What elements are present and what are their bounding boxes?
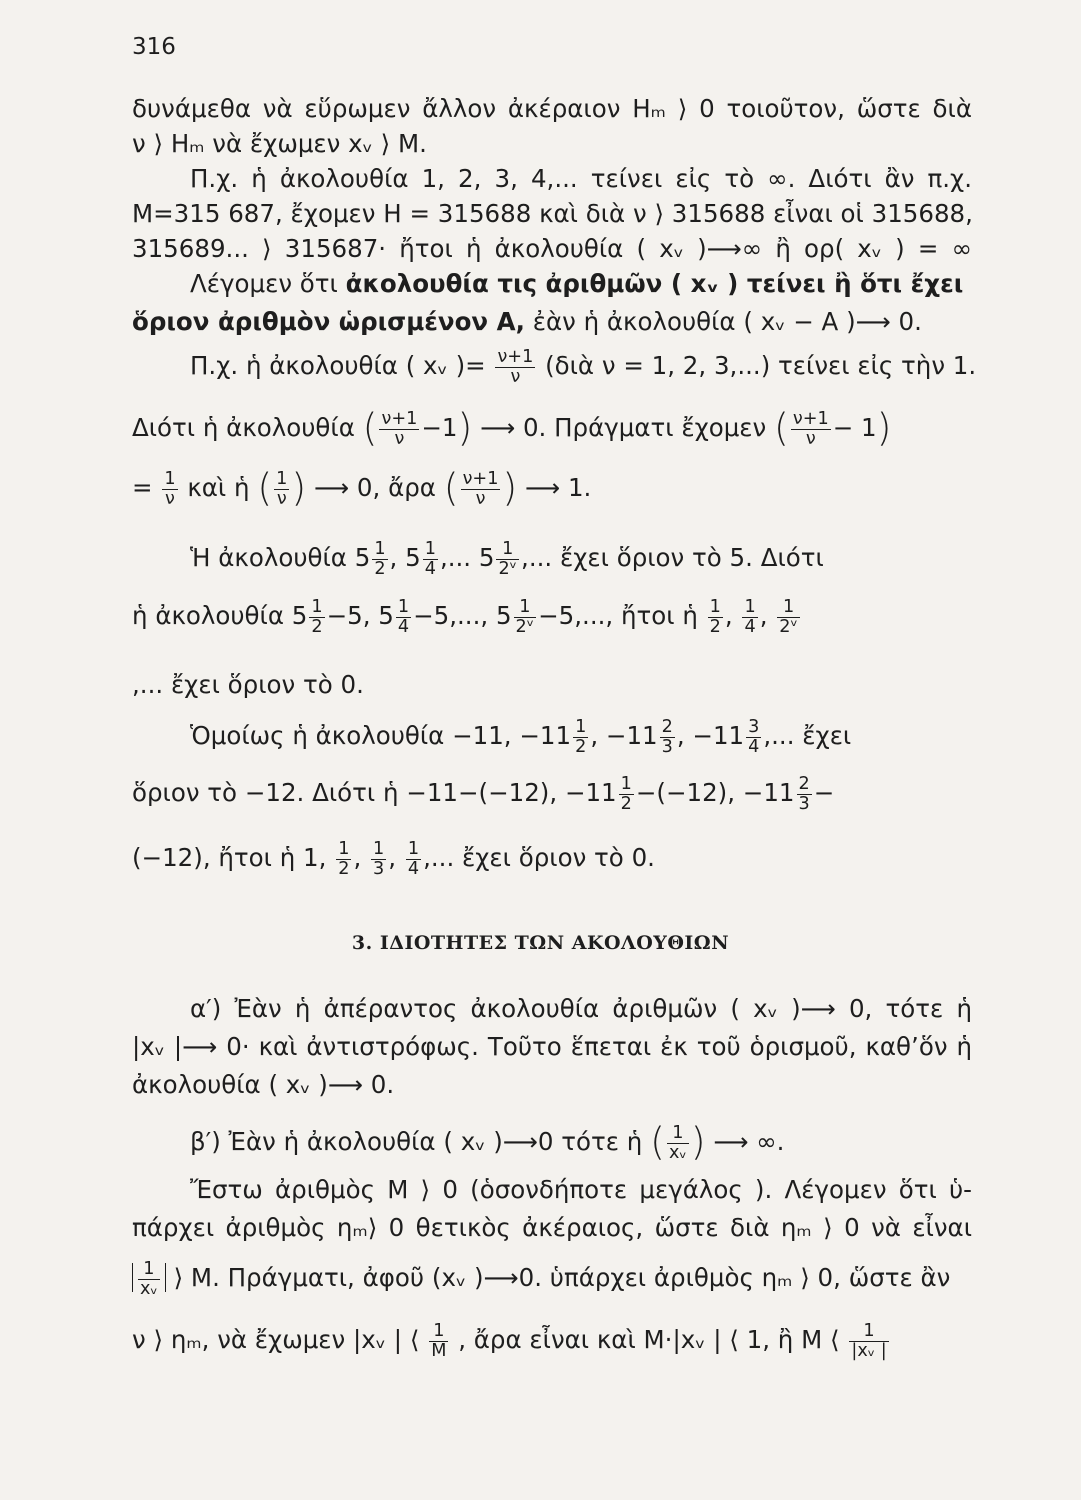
fraction: $\frac{1}{\text{xᵥ}}$ bbox=[140, 1259, 158, 1299]
definition-bold: ἀκολουθία τις ἀριθμῶν ( xᵥ ) τείνει ἢ ὅτι ἔχει bbox=[345, 269, 964, 298]
fraction: $\frac{1}{4}$ bbox=[424, 539, 436, 579]
text: ν ⟩ ηₘ, νὰ ἔχωμεν |xᵥ | ⟨ bbox=[132, 1325, 420, 1355]
text-line: Π.χ. ἡ ἀκολουθία 1, 2, 3, 4,... τείνει εἰς τὸ ∞. Διότι ἂν π.χ. bbox=[190, 164, 972, 193]
fraction: $\frac{\nu+1}{\nu}$ bbox=[381, 409, 418, 449]
section-heading: 3. ΙΔΙΟΤΗΤΕΣ ΤΩΝ ΑΚΟΛΟΥΘΙΩΝ bbox=[351, 932, 730, 954]
text: ἤτοι ἡ bbox=[620, 601, 698, 631]
fraction: $\frac{1}{4}$ bbox=[744, 597, 756, 637]
fraction: $\frac{1}{M}$ bbox=[431, 1321, 447, 1361]
fraction: $\frac{1}{\text{xᵥ}}$ bbox=[668, 1123, 687, 1163]
text-line: α′) Ἐὰν ἡ ἀπέραντος ἀκολουθία ἀριθμῶν ( xᵥ )⟶ 0, τότε ἡ bbox=[190, 994, 972, 1023]
fraction: $\frac{1}{4}$ bbox=[397, 597, 410, 637]
text: ὅριον τὸ −12. Διότι ἡ −11−(−12), bbox=[132, 778, 558, 808]
text: καὶ ἡ bbox=[187, 473, 250, 503]
text: Διότι ἡ ἀκολουθία bbox=[132, 413, 355, 443]
fraction: $\frac{1}{2}$ bbox=[575, 717, 587, 757]
fraction: $\frac{3}{4}$ bbox=[748, 717, 760, 757]
text: ⟩ Μ. Πράγματι, ἀφοῦ (xᵥ )⟶0. ὑπάρχει ἀριθμὸς ηₘ ⟩ 0, ὥστε ἂν bbox=[173, 1263, 951, 1293]
text: ἔχει bbox=[802, 721, 852, 751]
text: = bbox=[132, 473, 153, 503]
text: (διὰ ν = 1, 2, 3,...) τείνει εἰς τὴν 1. bbox=[545, 351, 977, 381]
fraction: $\frac{\nu+1}{\nu}$ bbox=[497, 347, 534, 387]
definition-line bbox=[190, 267, 972, 301]
fraction: $\frac{1}{2}$ bbox=[620, 774, 632, 814]
fraction: $\frac{1}{\nu}$ bbox=[164, 469, 176, 509]
fraction: $\frac{2}{3}$ bbox=[798, 774, 810, 814]
text: ⟶ 0, ἄρα bbox=[314, 473, 436, 503]
fraction: $\frac{1}{\text{|xᵥ |}}$ bbox=[851, 1321, 887, 1361]
formula-line: Ἡ ἀκολουθία 5 $\frac{1}{2}$ , 5 $\frac{1}{4}$ ,... 5 $\frac{1}{\text{2ᵛ}}$ ,... ἔχει ὅριον τὸ 5. Διότι bbox=[190, 539, 824, 579]
fraction: $\frac{1}{\text{2ᵛ}}$ bbox=[515, 597, 535, 637]
formula-line: = $\frac{1}{\nu}$ καὶ ἡ ( $\frac{1}{\nu}$ ) ⟶ 0, ἄρα ( $\frac{\nu+1}{\nu}$ ) ⟶ 1. bbox=[132, 465, 592, 510]
fraction: $\frac{1}{4}$ bbox=[407, 839, 420, 879]
text: ⟶ ∞. bbox=[713, 1127, 785, 1157]
text: Ὁμοίως ἡ ἀκολουθία −11, bbox=[190, 721, 512, 751]
text-line: ἀκολουθία ( xᵥ )⟶ 0. bbox=[132, 1070, 395, 1099]
text-line: 315689... ⟩ 315687· ἤτοι ἡ ἀκολουθία ( xᵥ )⟶∞ ἢ ορ( xᵥ ) = ∞ bbox=[132, 234, 972, 263]
text: β′) Ἐὰν ἡ ἀκολουθία ( xᵥ )⟶0 τότε ἡ bbox=[190, 1127, 643, 1157]
fraction: $\frac{1}{2}$ bbox=[374, 539, 386, 579]
fraction: $\frac{1}{2}$ bbox=[709, 597, 721, 637]
text: ⟶ 0. Πράγματι ἔχομεν bbox=[480, 413, 767, 443]
text: ⟶ 1. bbox=[525, 473, 592, 503]
definition-line bbox=[132, 305, 972, 339]
formula-line: Διότι ἡ ἀκολουθία ( $\frac{\nu+1}{\nu}$ −1) ⟶ 0. Πράγματι ἔχομεν ( $\frac{\nu+1}{\nu}$ − 1) bbox=[132, 405, 892, 450]
fraction: $\frac{1}{3}$ bbox=[373, 839, 385, 879]
text: (−12), ἤτοι ἡ 1, bbox=[132, 843, 327, 873]
text: ἡ ἀκολουθία bbox=[132, 601, 284, 631]
formula-line bbox=[132, 1322, 972, 1360]
text-line: δυνάμεθα νὰ εὕρωμεν ἄλλον ἀκέραιον Ηₘ ⟩ 0 τοιοῦτον, ὥστε διὰ bbox=[132, 94, 972, 123]
formula-line: (−12), ἤτοι ἡ 1, $\frac{1}{2}$ , $\frac{1}{3}$ , $\frac{1}{4}$ ,... ἔχει ὅριον τὸ 0. bbox=[132, 839, 655, 879]
text: Π.χ. ἡ ἀκολουθία ( xᵥ )= bbox=[190, 351, 486, 381]
fraction: $\frac{\nu+1}{\nu}$ bbox=[792, 409, 829, 449]
text-line: ,... ἔχει ὅριον τὸ 0. bbox=[132, 670, 364, 699]
text-line: πάρχει ἀριθμὸς ηₘ⟩ 0 θετικὸς ἀκέραιος, ὥστε διὰ ηₘ ⟩ 0 νὰ εἶναι bbox=[132, 1213, 972, 1242]
definition-bold: ὅριον ἀριθμὸν ὡρισμένον Α, bbox=[132, 307, 525, 336]
fraction: $\frac{1}{\text{2ᵛ}}$ bbox=[779, 597, 798, 637]
page-number: 316 bbox=[132, 34, 176, 60]
fraction: $\frac{\nu+1}{\nu}$ bbox=[462, 469, 499, 509]
text-line: Μ=315 687, ἔχομεν Η = 315688 καὶ διὰ ν ⟩ 315688 εἶναι οἱ 315688, bbox=[132, 199, 973, 228]
fraction: $\frac{1}{2}$ bbox=[311, 597, 323, 637]
formula-line: β′) Ἐὰν ἡ ἀκολουθία ( xᵥ )⟶0 τότε ἡ ( $\frac{1}{\text{xᵥ}}$ ) ⟶ ∞. bbox=[190, 1119, 785, 1164]
text-line: Ἔστω ἀριθμὸς Μ ⟩ 0 (ὁσονδήποτε μεγάλος ). Λέγομεν ὅτι ὑ- bbox=[190, 1175, 972, 1204]
formula-line: ὅριον τὸ −12. Διότι ἡ −11−(−12), −11 $\frac{1}{2}$ −(−12), −11 $\frac{2}{3}$ − bbox=[132, 774, 835, 814]
text: ἔχει ὅριον τὸ 5. Διότι bbox=[560, 543, 824, 573]
text: , ἄρα εἶναι καὶ Μ·|xᵥ | ⟨ 1, ἢ Μ ⟨ bbox=[458, 1325, 840, 1355]
text-line: |xᵥ |⟶ 0· καὶ ἀντιστρόφως. Τοῦτο ἕπεται ἐκ τοῦ ὁρισμοῦ, καθ’ὅν ἡ bbox=[132, 1032, 972, 1061]
formula-line: ἡ ἀκολουθία 5 $\frac{1}{2}$ −5, 5 $\frac{1}{4}$ −5,..., 5 $\frac{1}{\text{2ᵛ}}$ −5,..., ἤτοι ἡ $\frac{1}{2}$ , $\frac{1}{4}$ , $\frac{1}{\text{2ᵛ}}$ bbox=[132, 597, 798, 637]
fraction: $\frac{1}{\text{2ᵛ}}$ bbox=[498, 539, 518, 579]
formula-line: Ὁμοίως ἡ ἀκολουθία −11, −11 $\frac{1}{2}$ , −11 $\frac{2}{3}$ , −11 $\frac{3}{4}$ ,... ἔχει bbox=[190, 717, 852, 757]
text: Ἡ ἀκολουθία bbox=[190, 543, 347, 573]
text: ἔχει ὅριον τὸ 0. bbox=[462, 843, 655, 873]
fraction: $\frac{2}{3}$ bbox=[661, 717, 673, 757]
formula-line bbox=[132, 1260, 972, 1298]
fraction: $\frac{1}{\nu}$ bbox=[276, 469, 288, 509]
text: Λέγομεν ὅτι bbox=[190, 269, 338, 298]
formula-line bbox=[190, 347, 977, 387]
text-line: ν ⟩ Ηₘ νὰ ἔχωμεν xᵥ ⟩ Μ. bbox=[132, 129, 427, 158]
text: ἐὰν ἡ ἀκολουθία ( xᵥ − Α )⟶ 0. bbox=[532, 307, 922, 336]
fraction: $\frac{1}{2}$ bbox=[338, 839, 350, 879]
